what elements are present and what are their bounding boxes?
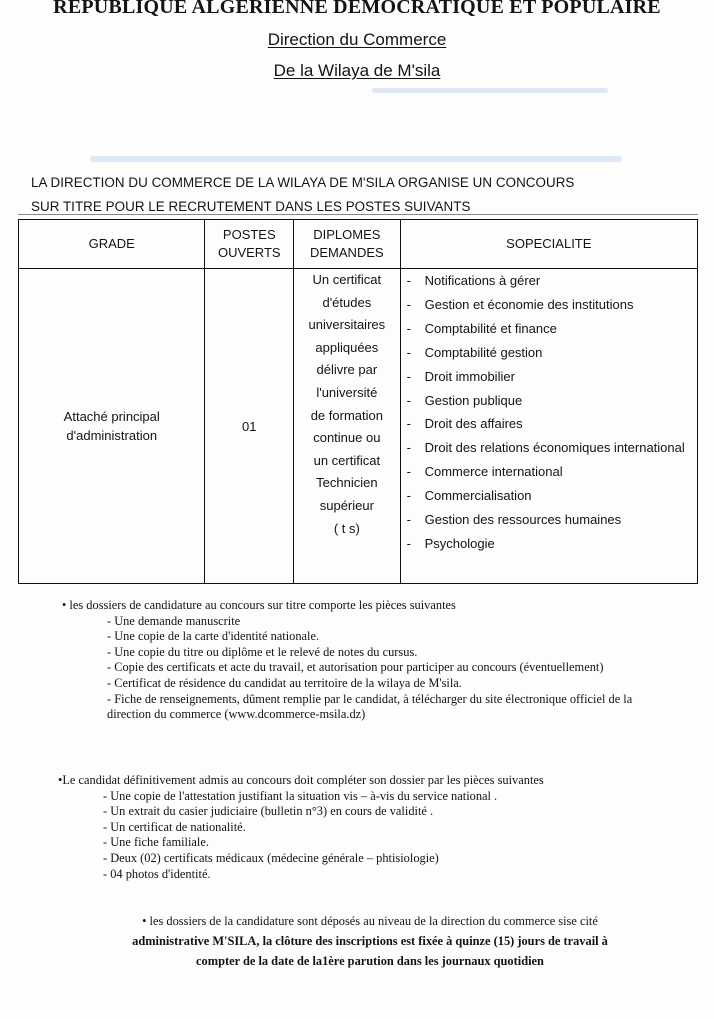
- admis-heading: •Le candidat définitivement admis au concours doit compléter son dossier par les pièces suivantes: [58, 773, 544, 787]
- diploma-line: Un certificat: [312, 272, 382, 287]
- list-item: - Droit immobilier: [401, 365, 697, 389]
- list-item: - Commerce international: [401, 460, 697, 484]
- notice-line: compter de la date de la1ère parution dans les journaux quotidien: [196, 954, 544, 968]
- positions-table: [18, 219, 698, 584]
- list-item: - Commercialisation: [401, 484, 697, 508]
- divider: [18, 214, 698, 215]
- list-item: - Une copie de l'attestation justifiant la situation vis – à-vis du service national .: [103, 788, 498, 803]
- list-item: - Une copie du titre ou diplôme et le relevé de notes du cursus.: [107, 644, 418, 659]
- grade-line: Attaché principal: [63, 409, 160, 424]
- wilaya-heading: De la Wilaya de M'sila: [273, 61, 441, 80]
- list-item: - Droit des affaires: [401, 412, 697, 436]
- highlight-stroke: [372, 88, 608, 93]
- deposit-notice: [60, 911, 680, 971]
- list-item: - Comptabilité gestion: [401, 341, 697, 365]
- list-item: - Psychologie: [401, 532, 697, 556]
- notice-line: • les dossiers de la candidature sont déposés au niveau de la direction du commerce sise cité: [142, 914, 598, 928]
- direction-heading: Direction du Commerce: [267, 30, 447, 49]
- diploma-line: continue ou: [313, 430, 381, 446]
- table-row: [19, 269, 698, 584]
- list-item: - 04 photos d'identité.: [103, 866, 211, 881]
- diploma-line: d'études: [322, 294, 372, 310]
- diploma-line: supérieur: [319, 497, 374, 513]
- intro-line: LA DIRECTION DU COMMERCE DE LA WILAYA DE M'SILA ORGANISE UN CONCOURS: [31, 175, 575, 190]
- diploma-line: universitaires: [308, 317, 386, 333]
- diploma-line: un certificat: [313, 452, 381, 468]
- diploma-cell: [294, 269, 401, 584]
- document-title: REPUBLIQUE ALGERIENNE DEMOCRATIQUE ET POPULAIRE: [53, 0, 661, 18]
- diploma-line: de formation: [310, 407, 383, 423]
- dossier-heading: • les dossiers de candidature au concours sur titre comporte les pièces suivantes: [62, 598, 456, 612]
- header-diplomas-line: DEMANDES: [310, 245, 384, 260]
- speciality-list: [401, 269, 697, 556]
- admis-block: [58, 773, 678, 882]
- dossier-block: [62, 598, 672, 723]
- list-item: - Une demande manuscrite: [107, 613, 241, 628]
- header-speciality: SOPECIALITE: [400, 220, 697, 269]
- list-item: - Notifications à gérer: [401, 269, 697, 293]
- header-grade: GRADE: [19, 220, 205, 269]
- header-posts-line: POSTES: [222, 227, 276, 242]
- list-item: - Copie des certificats et acte du travail, et autorisation pour participer au concours (éventuellement): [107, 660, 604, 675]
- diploma-line: Technicien: [316, 475, 378, 491]
- list-item: - Un extrait du casier judiciaire (bulletin n°3) en cours de validité .: [103, 804, 434, 819]
- grade-cell: [19, 269, 205, 584]
- list-item: - Droit des relations économiques international: [401, 436, 697, 460]
- list-item: - Gestion publique: [401, 389, 697, 413]
- header-posts-line: OUVERTS: [217, 245, 281, 260]
- posts-cell: 01: [205, 269, 294, 584]
- list-item: - Gestion et économie des institutions: [401, 293, 697, 317]
- table-header-row: [19, 220, 698, 269]
- list-item: - Deux (02) certificats médicaux (médecine générale – phtisiologie): [103, 850, 439, 865]
- diploma-line: appliquées: [315, 339, 379, 355]
- highlight-stroke: [90, 156, 622, 162]
- list-item: - Fiche de renseignements, dûment remplie par le candidat, à télécharger du site électronique officiel de la direction du commerce (www.dcommerce-msila.dz): [107, 691, 633, 722]
- list-item: - Gestion des ressources humaines: [401, 508, 697, 532]
- grade-line: d'administration: [66, 428, 158, 443]
- intro-line: SUR TITRE POUR LE RECRUTEMENT DANS LES POSTES SUIVANTS: [31, 199, 471, 214]
- list-item: - Certificat de résidence du candidat au territoire de la wilaya de M'sila.: [107, 675, 462, 690]
- diploma-line: ( t s): [333, 520, 360, 536]
- header-diplomas-line: DIPLOMES: [313, 227, 381, 242]
- header-diplomas: [294, 220, 401, 269]
- list-item: - Comptabilité et finance: [401, 317, 697, 341]
- announcement-intro: [31, 171, 691, 219]
- header-posts: [205, 220, 294, 269]
- list-item: - Un certificat de nationalité.: [103, 819, 246, 834]
- list-item: - Une copie de la carte d'identité nationale.: [107, 629, 320, 644]
- notice-line: administrative M'SILA, la clôture des inscriptions est fixée à quinze (15) jours de travail à: [132, 934, 608, 948]
- diploma-line: l'université: [316, 384, 378, 400]
- diploma-line: délivre par: [316, 362, 378, 378]
- speciality-cell: [400, 269, 697, 584]
- list-item: - Une fiche familiale.: [103, 835, 209, 850]
